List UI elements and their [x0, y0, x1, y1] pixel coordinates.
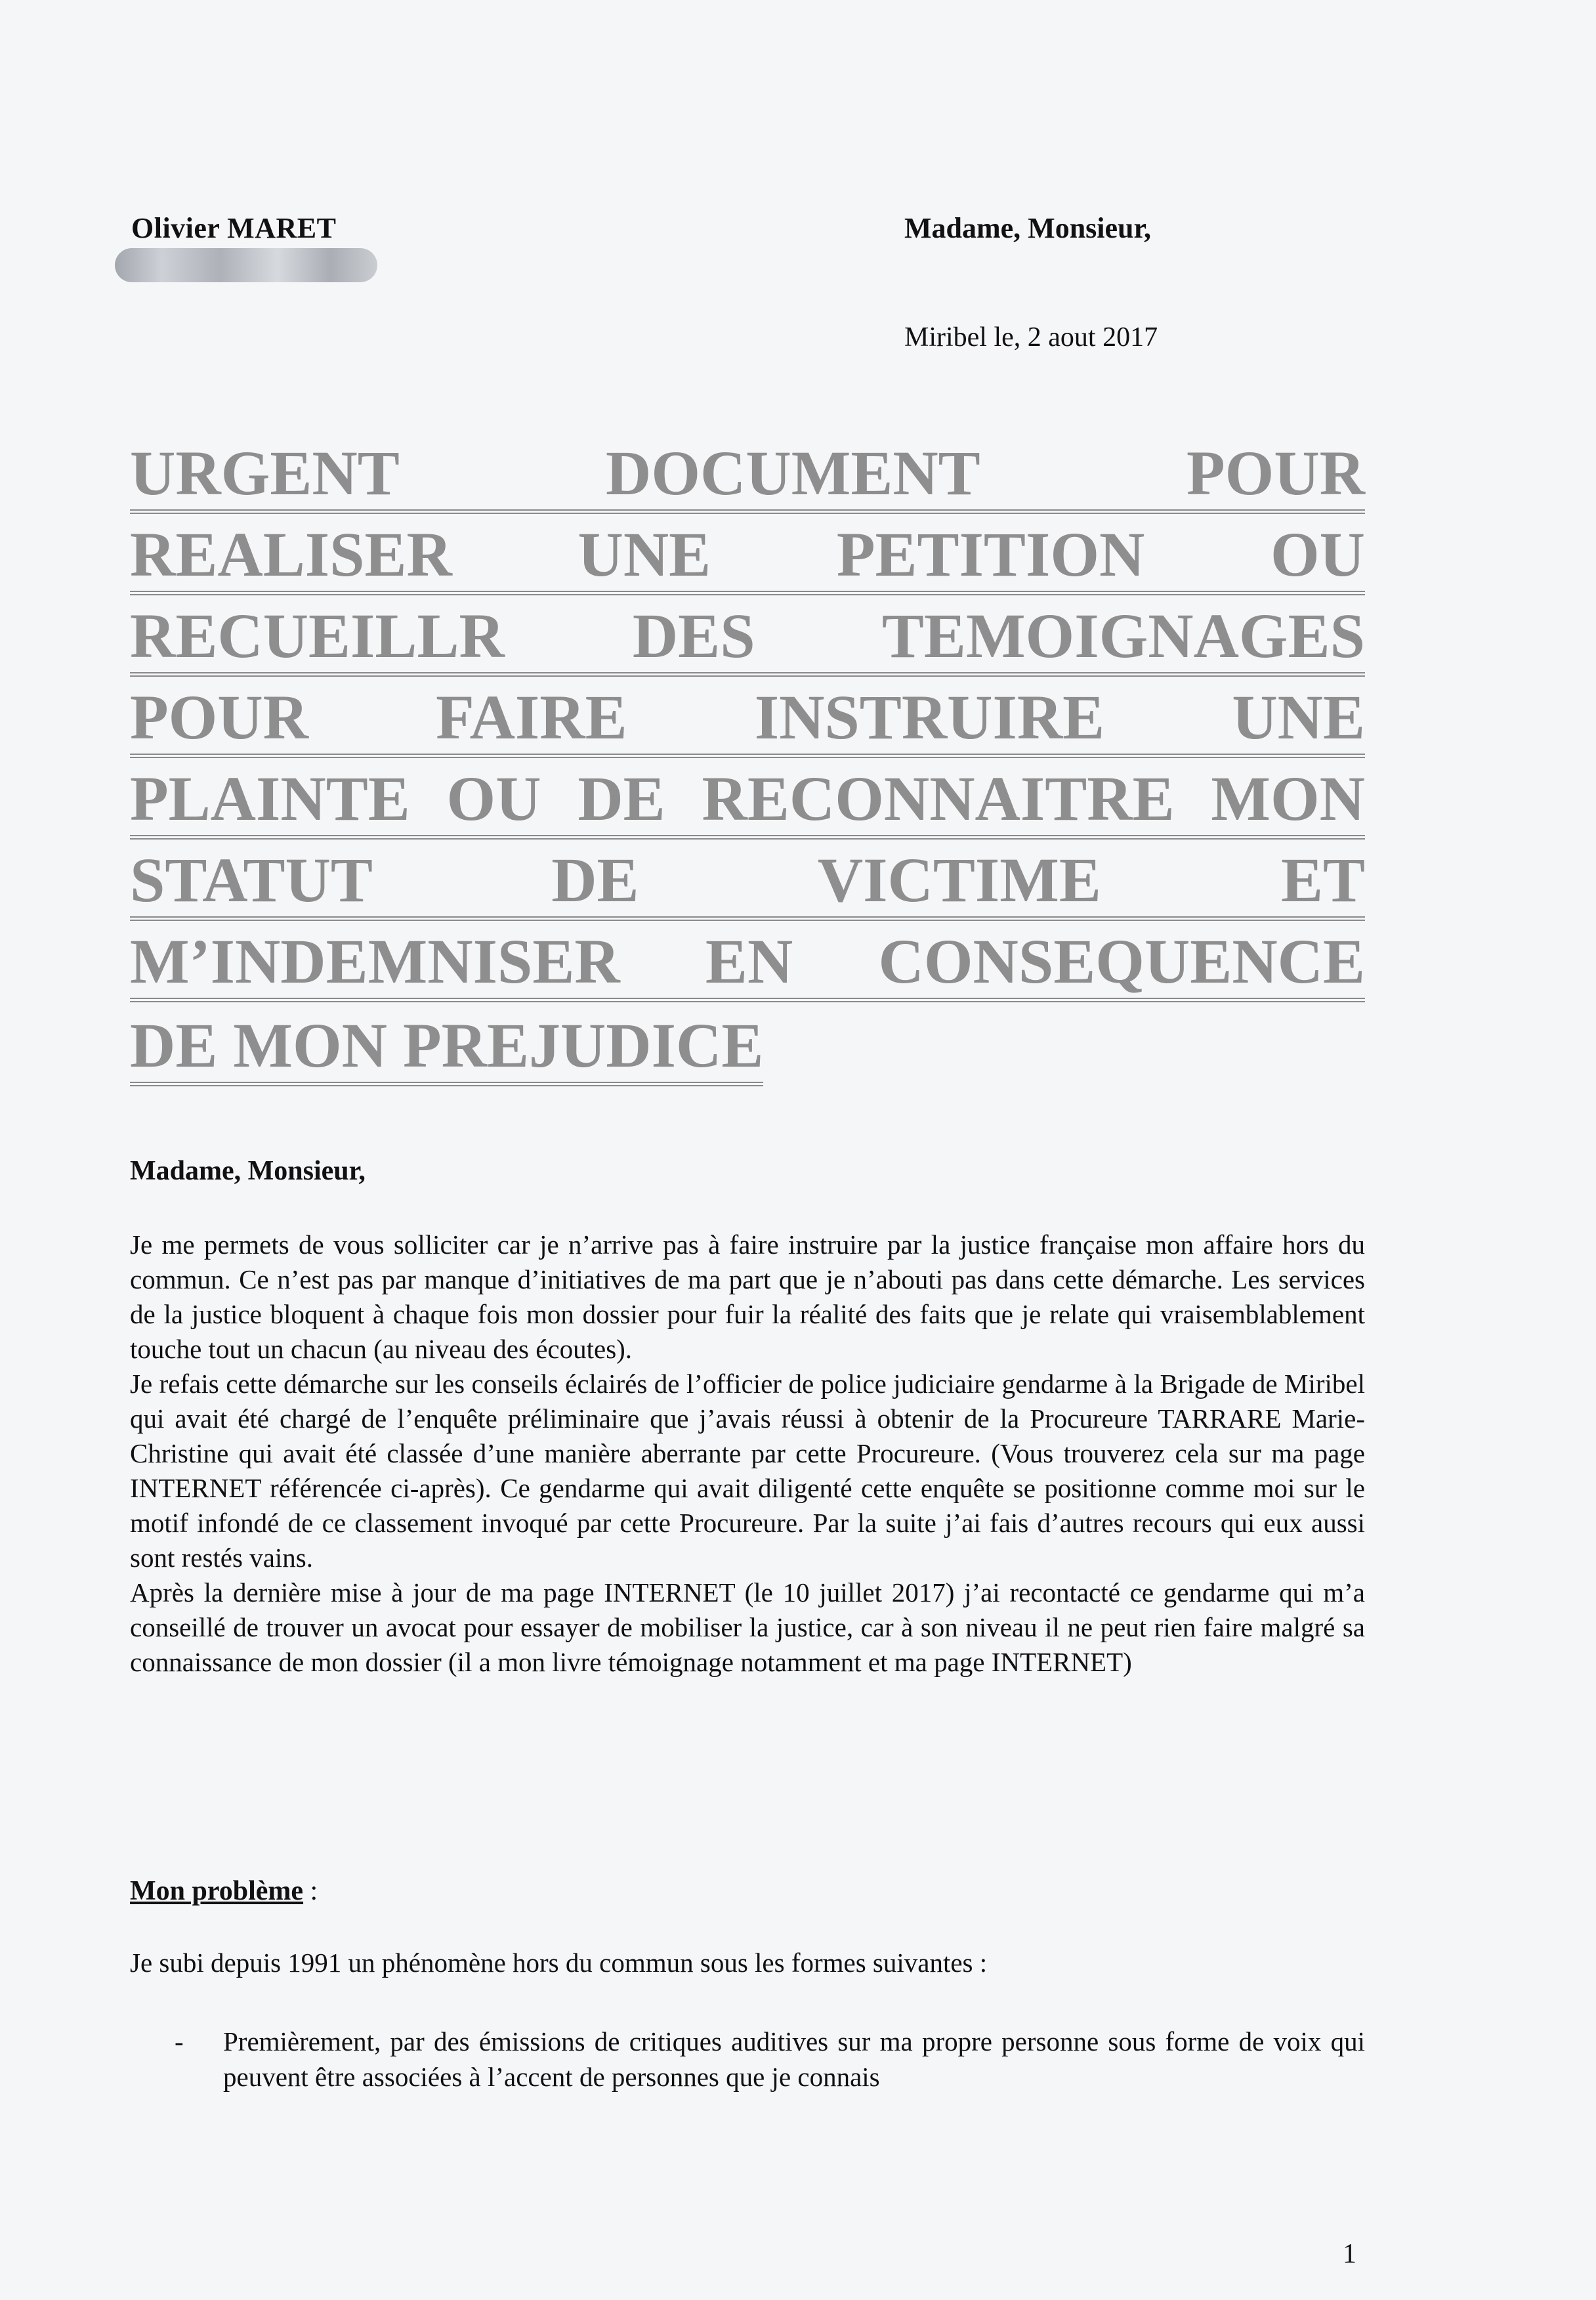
document-title — [130, 437, 1365, 1091]
problem-heading — [130, 1875, 318, 1907]
title-line: POUR FAIRE INSTRUIRE UNE — [130, 681, 1365, 758]
letter-body — [130, 1227, 1365, 1680]
title-line: DE MON PREJUDICE — [130, 1010, 763, 1086]
body-paragraph: Après la dernière mise à jour de ma page INTERNET (le 10 juillet 2017) j’ai recontacté ce gendarme qui m’a conseillé de trouver un avocat pour essayer de mobiliser la justice, car à son niveau il ne peut rien faire malgré sa connaissance de mon dossier (il a mon livre témoignage notamment et ma page INTERNET) — [130, 1577, 1365, 1677]
problem-heading-suffix: : — [303, 1876, 318, 1906]
body-paragraph: Je me permets de vous solliciter car je n’arrive pas à faire instruire par la justice française mon affaire hors du commun. Ce n’est pas par manque d’initiatives de ma part que je n’abouti pas dans cette démarche. Les services de la justice bloquent à chaque fois mon dossier pour fuir la réalité des faits que je relate qui vraisemblablement touche tout un chacun (au niveau des écoutes). — [130, 1229, 1365, 1364]
title-line: STATUT DE VICTIME ET — [130, 844, 1365, 921]
recipient-salutation: Madame, Monsieur, — [904, 212, 1152, 244]
title-line: REALISER UNE PETITION OU — [130, 519, 1365, 595]
date-line: Miribel le, 2 aout 2017 — [904, 322, 1158, 352]
list-bullet: - — [175, 2026, 184, 2056]
list-item-text: Premièrement, par des émissions de critiques auditives sur ma propre personne sous forme de voix qui peuvent être associées à l’accent de personnes que je connais — [223, 2026, 1365, 2092]
title-line: RECUEILLR DES TEMOIGNAGES — [130, 600, 1365, 677]
sender-name: Olivier MARET — [131, 212, 337, 244]
list-item — [130, 2024, 1365, 2095]
problem-intro: Je subi depuis 1991 un phénomène hors du commun sous les formes suivantes : — [130, 1948, 988, 1978]
title-line: URGENT DOCUMENT POUR — [130, 437, 1365, 514]
page-number: 1 — [1343, 2239, 1356, 2269]
body-salutation: Madame, Monsieur, — [130, 1156, 366, 1186]
body-paragraph: Je refais cette démarche sur les conseils éclairés de l’officier de police judiciaire gendarme à la Brigade de Miribel qui avait été chargé de l’enquête préliminaire que j’avais réussi à obtenir de la Procureure TARRARE Marie-Christine qui avait été classée d’une manière aberrante par cette Procureure. (Vous trouverez cela sur ma page INTERNET référencée ci-après). Ce gendarme qui avait diligenté cette enquête se positionne comme moi sur le motif infondé de ce classement invoqué par cette Procureure. Par la suite j’ai fais d’autres recours qui eux aussi sont restés vains. — [130, 1369, 1365, 1573]
problem-heading-label: Mon problème — [130, 1876, 304, 1906]
title-line: M’INDEMNISER EN CONSEQUENCE — [130, 926, 1365, 1002]
title-line: PLAINTE OU DE RECONNAITRE MON — [130, 763, 1365, 840]
redacted-address — [115, 248, 377, 282]
